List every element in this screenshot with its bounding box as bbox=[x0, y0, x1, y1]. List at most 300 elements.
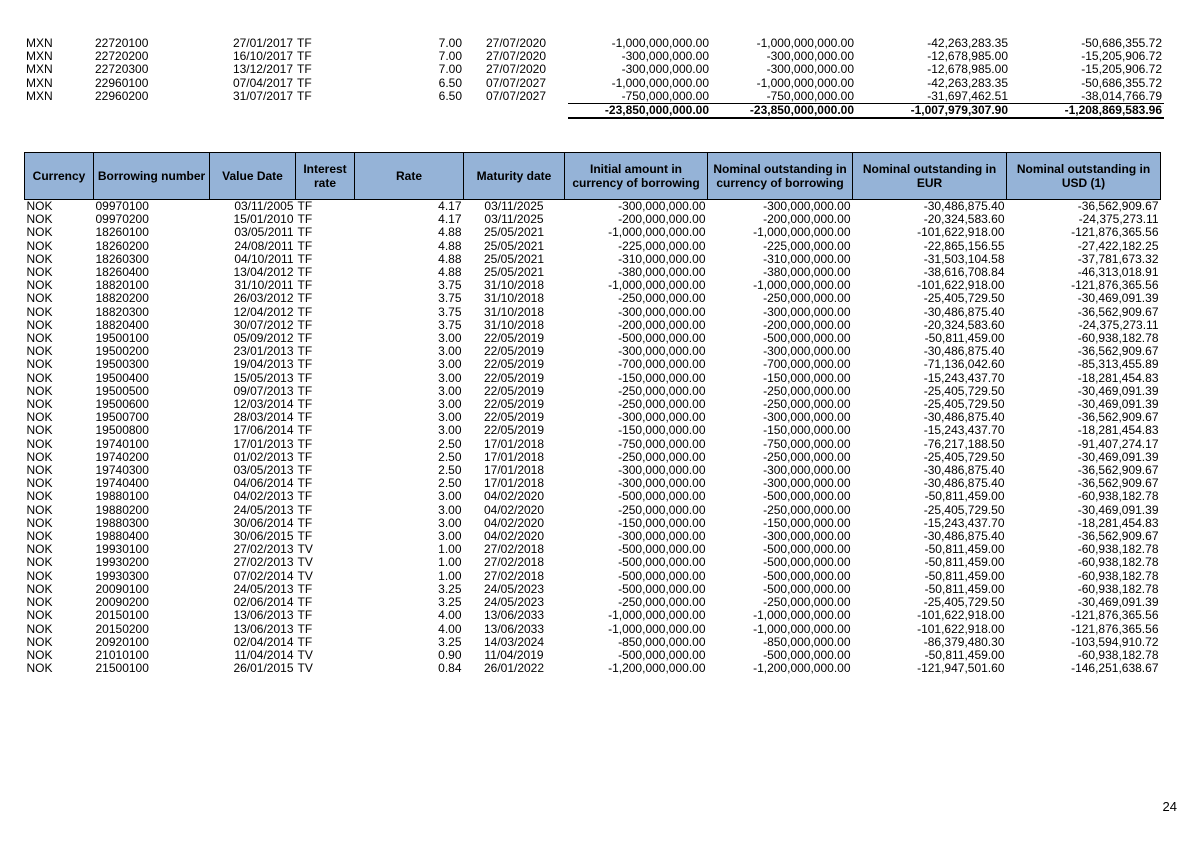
value-date-cell: 05/09/2012 bbox=[233, 332, 294, 346]
nominal-usd-cell: -60,938,182.78 bbox=[1077, 490, 1159, 504]
table-row bbox=[25, 464, 1161, 477]
nominal-usd-cell: -60,938,182.78 bbox=[1077, 582, 1159, 596]
nominal-usd-cell: -30,469,091.39 bbox=[1077, 450, 1159, 464]
table-row bbox=[25, 477, 1161, 490]
rate-cell: 4.00 bbox=[438, 622, 462, 636]
nominal-eur-cell: -86,379,480.30 bbox=[923, 635, 1005, 649]
rate-cell: 3.00 bbox=[438, 411, 462, 425]
nominal-eur-cell: -20,324,583.60 bbox=[923, 318, 1005, 332]
nominal-eur-cell: -30,486,875.40 bbox=[923, 411, 1005, 425]
table-row bbox=[25, 372, 1161, 385]
initial-amount-cell: -1,000,000,000.00 bbox=[611, 76, 709, 90]
nominal-usd-cell: -36,562,909.67 bbox=[1077, 477, 1159, 491]
maturity-date-cell: 03/11/2025 bbox=[484, 199, 544, 213]
interest-rate-type-cell: TF bbox=[297, 398, 313, 412]
nominal-outstanding-cell: -1,000,000,000.00 bbox=[756, 76, 854, 90]
currency-cell: NOK bbox=[26, 582, 53, 596]
currency-cell: NOK bbox=[26, 490, 53, 504]
value-date-cell: 24/05/2013 bbox=[233, 582, 294, 596]
rate-cell: 7.00 bbox=[438, 50, 462, 64]
rate-cell: 2.50 bbox=[438, 464, 462, 478]
empty-cell bbox=[319, 104, 464, 119]
currency-cell: NOK bbox=[26, 437, 53, 451]
maturity-date-cell: 14/03/2024 bbox=[483, 635, 545, 649]
total-eur-cell: -1,007,979,307.90 bbox=[856, 104, 1010, 119]
value-date-cell: 15/01/2010 bbox=[233, 213, 294, 227]
interest-rate-type-cell: TF bbox=[297, 318, 313, 332]
value-date-cell: 26/03/2012 bbox=[233, 292, 294, 306]
value-date-cell: 16/10/2017 bbox=[232, 50, 293, 64]
interest-rate-type-cell: TF bbox=[297, 252, 313, 266]
currency-cell: NOK bbox=[26, 292, 53, 306]
interest-rate-type-cell: TF bbox=[297, 199, 313, 213]
rate-cell: 3.00 bbox=[438, 516, 462, 530]
borrowing-number-cell: 19500300 bbox=[95, 358, 149, 372]
rate-cell: 0.84 bbox=[438, 662, 462, 676]
interest-rate-type-cell: TF bbox=[297, 76, 312, 90]
rate-cell: 4.88 bbox=[438, 226, 462, 240]
nominal-usd-cell: -37,781,673.32 bbox=[1077, 252, 1159, 266]
rate-cell: 7.00 bbox=[438, 63, 462, 77]
nominal-eur-cell: -30,486,875.40 bbox=[923, 345, 1005, 359]
maturity-date-cell: 04/02/2020 bbox=[483, 530, 545, 544]
value-date-cell: 31/07/2017 bbox=[232, 89, 293, 104]
nominal-outstanding-cell: -300,000,000.00 bbox=[763, 530, 851, 544]
nok-borrowings-table bbox=[24, 152, 1161, 675]
nominal-outstanding-cell: -300,000,000.00 bbox=[766, 63, 854, 77]
nominal-eur-cell: -38,616,708.84 bbox=[923, 266, 1005, 280]
borrowing-number-cell: 21500100 bbox=[95, 662, 149, 676]
currency-cell: NOK bbox=[26, 530, 53, 544]
table-row bbox=[24, 90, 1164, 104]
nominal-eur-cell: -25,405,729.50 bbox=[923, 450, 1005, 464]
interest-rate-type-cell: TF bbox=[297, 226, 313, 240]
currency-cell: NOK bbox=[26, 318, 53, 332]
currency-cell: MXN bbox=[26, 37, 53, 50]
page-number: 24 bbox=[1162, 799, 1177, 814]
borrowing-number-cell: 18820400 bbox=[95, 318, 149, 332]
nominal-usd-cell: -60,938,182.78 bbox=[1077, 556, 1159, 570]
nominal-outstanding-cell: -150,000,000.00 bbox=[763, 516, 851, 530]
borrowing-number-cell: 19500800 bbox=[95, 424, 149, 438]
table-row bbox=[25, 345, 1161, 358]
nominal-outstanding-cell: -750,000,000.00 bbox=[766, 89, 854, 103]
currency-cell: NOK bbox=[26, 252, 53, 266]
maturity-date-cell: 27/02/2018 bbox=[483, 569, 545, 583]
nominal-eur-cell: -22,865,156.55 bbox=[923, 239, 1005, 253]
nominal-usd-cell: -50,686,355.72 bbox=[1081, 37, 1162, 50]
rate-cell: 3.00 bbox=[438, 371, 462, 385]
initial-amount-cell: -500,000,000.00 bbox=[618, 556, 706, 570]
nominal-eur-cell: -50,811,459.00 bbox=[924, 543, 1005, 557]
initial-amount-cell: -300,000,000.00 bbox=[618, 411, 706, 425]
nominal-eur-cell: -42,263,283.35 bbox=[927, 76, 1008, 90]
interest-rate-type-cell: TF bbox=[297, 635, 313, 649]
initial-amount-cell: -250,000,000.00 bbox=[618, 596, 706, 610]
nominal-usd-cell: -15,205,906.72 bbox=[1081, 63, 1162, 77]
borrowing-number-cell: 18260100 bbox=[95, 226, 149, 240]
initial-amount-cell: -310,000,000.00 bbox=[618, 252, 706, 266]
nominal-outstanding-cell: -310,000,000.00 bbox=[763, 252, 851, 266]
table-row bbox=[25, 332, 1161, 345]
nominal-usd-cell: -60,938,182.78 bbox=[1077, 648, 1159, 662]
nominal-outstanding-cell: -1,000,000,000.00 bbox=[753, 622, 851, 636]
nominal-outstanding-cell: -200,000,000.00 bbox=[763, 318, 851, 332]
nominal-usd-cell: -103,594,910.72 bbox=[1071, 635, 1159, 649]
maturity-date-cell: 13/06/2033 bbox=[483, 622, 545, 636]
rate-cell: 1.00 bbox=[438, 543, 462, 557]
currency-cell: MXN bbox=[26, 89, 53, 104]
table-header-row bbox=[25, 153, 1161, 200]
borrowing-number-cell: 19500100 bbox=[95, 332, 149, 346]
interest-rate-type-cell: TF bbox=[297, 530, 313, 544]
currency-cell: NOK bbox=[26, 516, 53, 530]
borrowing-number-cell: 19740100 bbox=[95, 437, 149, 451]
rate-cell: 3.00 bbox=[438, 384, 462, 398]
nominal-outstanding-cell: -250,000,000.00 bbox=[763, 503, 851, 517]
rate-cell: 3.00 bbox=[438, 503, 462, 517]
nominal-outstanding-cell: -300,000,000.00 bbox=[763, 477, 851, 491]
initial-amount-cell: -750,000,000.00 bbox=[621, 89, 709, 103]
currency-cell: NOK bbox=[26, 622, 53, 636]
maturity-date-cell: 25/05/2021 bbox=[483, 266, 545, 280]
nominal-eur-cell: -25,405,729.50 bbox=[923, 596, 1005, 610]
nominal-outstanding-cell: -250,000,000.00 bbox=[763, 450, 851, 464]
maturity-date-cell: 07/07/2027 bbox=[485, 89, 547, 104]
nominal-usd-cell: -30,469,091.39 bbox=[1077, 503, 1159, 517]
value-date-cell: 26/01/2015 bbox=[233, 662, 294, 676]
table-row bbox=[25, 451, 1161, 464]
interest-rate-type-cell: TF bbox=[297, 50, 312, 64]
table-row bbox=[25, 609, 1161, 622]
maturity-date-cell: 17/01/2018 bbox=[483, 437, 545, 451]
table-row bbox=[25, 438, 1161, 451]
maturity-date-cell: 27/02/2018 bbox=[483, 556, 545, 570]
nominal-eur-cell: -30,486,875.40 bbox=[923, 530, 1005, 544]
header-nominal-outstanding-eur: Nominal outstanding in EUR bbox=[853, 153, 1007, 200]
currency-cell: NOK bbox=[26, 384, 53, 398]
currency-cell: NOK bbox=[26, 411, 53, 425]
borrowing-number-cell: 20920100 bbox=[95, 635, 149, 649]
table-row bbox=[25, 583, 1161, 596]
borrowing-number-cell: 22960100 bbox=[95, 76, 149, 90]
nominal-usd-cell: -18,281,454.83 bbox=[1077, 424, 1159, 438]
value-date-cell: 04/02/2013 bbox=[233, 490, 294, 504]
initial-amount-cell: -300,000,000.00 bbox=[618, 530, 706, 544]
interest-rate-type-cell: TF bbox=[297, 477, 313, 491]
borrowing-number-cell: 19880100 bbox=[95, 490, 149, 504]
nominal-eur-cell: -101,622,918.00 bbox=[917, 279, 1005, 293]
currency-cell: NOK bbox=[26, 569, 53, 583]
total-usd-cell: -1,208,869,583.96 bbox=[1010, 104, 1164, 119]
empty-cell bbox=[224, 104, 295, 119]
table-row bbox=[25, 424, 1161, 437]
value-date-cell: 15/05/2013 bbox=[233, 371, 294, 385]
maturity-date-cell: 11/04/2019 bbox=[484, 648, 544, 662]
maturity-date-cell: 04/02/2020 bbox=[483, 490, 545, 504]
initial-amount-cell: -850,000,000.00 bbox=[618, 635, 706, 649]
borrowing-number-cell: 20090100 bbox=[95, 582, 149, 596]
interest-rate-type-cell: TF bbox=[297, 622, 313, 636]
initial-amount-cell: -500,000,000.00 bbox=[618, 332, 706, 346]
borrowing-number-cell: 19500200 bbox=[95, 345, 149, 359]
currency-cell: NOK bbox=[26, 543, 53, 557]
table-row bbox=[25, 530, 1161, 543]
maturity-date-cell: 22/05/2019 bbox=[483, 358, 545, 372]
initial-amount-cell: -300,000,000.00 bbox=[621, 63, 709, 77]
value-date-cell: 07/02/2014 bbox=[233, 569, 294, 583]
nominal-eur-cell: -71,136,042.60 bbox=[923, 358, 1005, 372]
nominal-usd-cell: -60,938,182.78 bbox=[1077, 569, 1159, 583]
nominal-outstanding-cell: -1,000,000,000.00 bbox=[756, 37, 854, 50]
borrowing-number-cell: 19740300 bbox=[95, 464, 149, 478]
nominal-eur-cell: -15,243,437.70 bbox=[923, 516, 1005, 530]
table-row bbox=[25, 570, 1161, 583]
currency-cell: NOK bbox=[26, 213, 53, 227]
interest-rate-type-cell: TV bbox=[297, 556, 313, 570]
value-date-cell: 13/06/2013 bbox=[233, 622, 294, 636]
maturity-date-cell: 22/05/2019 bbox=[483, 384, 545, 398]
nominal-eur-cell: -50,811,459.00 bbox=[924, 556, 1005, 570]
table-row bbox=[25, 385, 1161, 398]
total-nominal-cell: -23,850,000,000.00 bbox=[711, 104, 856, 119]
currency-cell: NOK bbox=[26, 635, 53, 649]
table-row bbox=[24, 63, 1164, 76]
currency-cell: NOK bbox=[26, 332, 53, 346]
value-date-cell: 12/03/2014 bbox=[233, 398, 294, 412]
table-row bbox=[25, 662, 1161, 675]
nominal-usd-cell: -30,469,091.39 bbox=[1077, 292, 1159, 306]
nominal-usd-cell: -121,876,365.56 bbox=[1071, 622, 1159, 636]
currency-cell: NOK bbox=[26, 556, 53, 570]
interest-rate-type-cell: TV bbox=[297, 569, 313, 583]
table-row bbox=[25, 623, 1161, 636]
initial-amount-cell: -1,000,000,000.00 bbox=[608, 609, 706, 623]
value-date-cell: 17/06/2014 bbox=[233, 424, 294, 438]
borrowing-number-cell: 18260400 bbox=[95, 266, 149, 280]
initial-amount-cell: -300,000,000.00 bbox=[621, 50, 709, 64]
initial-amount-cell: -1,000,000,000.00 bbox=[608, 279, 706, 293]
nominal-eur-cell: -101,622,918.00 bbox=[917, 226, 1005, 240]
maturity-date-cell: 13/06/2033 bbox=[483, 609, 545, 623]
currency-cell: NOK bbox=[26, 503, 53, 517]
nominal-usd-cell: -15,205,906.72 bbox=[1081, 50, 1162, 64]
rate-cell: 4.88 bbox=[438, 266, 462, 280]
nominal-eur-cell: -50,811,459.00 bbox=[924, 569, 1005, 583]
rate-cell: 2.50 bbox=[438, 450, 462, 464]
maturity-date-cell: 17/01/2018 bbox=[483, 464, 545, 478]
initial-amount-cell: -300,000,000.00 bbox=[618, 464, 706, 478]
nominal-outstanding-cell: -200,000,000.00 bbox=[763, 213, 851, 227]
borrowing-number-cell: 18260200 bbox=[95, 239, 149, 253]
nominal-eur-cell: -12,678,985.00 bbox=[927, 50, 1008, 64]
value-date-cell: 03/05/2013 bbox=[233, 464, 294, 478]
borrowing-number-cell: 18820200 bbox=[95, 292, 149, 306]
table-row bbox=[25, 543, 1161, 556]
currency-cell: NOK bbox=[26, 662, 53, 676]
borrowing-number-cell: 22720300 bbox=[95, 63, 149, 77]
rate-cell: 4.00 bbox=[438, 609, 462, 623]
value-date-cell: 27/02/2013 bbox=[233, 543, 294, 557]
initial-amount-cell: -500,000,000.00 bbox=[618, 648, 706, 662]
borrowing-number-cell: 19930200 bbox=[95, 556, 149, 570]
header-interest-rate: Interest rate bbox=[296, 153, 355, 200]
maturity-date-cell: 03/11/2025 bbox=[484, 213, 544, 227]
nominal-eur-cell: -25,405,729.50 bbox=[923, 503, 1005, 517]
rate-cell: 0.90 bbox=[438, 648, 462, 662]
initial-amount-cell: -200,000,000.00 bbox=[618, 213, 706, 227]
borrowing-number-cell: 19880300 bbox=[95, 516, 149, 530]
currency-cell: MXN bbox=[26, 50, 53, 64]
maturity-date-cell: 27/07/2020 bbox=[485, 63, 547, 77]
nominal-eur-cell: -25,405,729.50 bbox=[923, 398, 1005, 412]
nominal-usd-cell: -36,562,909.67 bbox=[1077, 305, 1159, 319]
interest-rate-type-cell: TF bbox=[297, 279, 313, 293]
initial-amount-cell: -750,000,000.00 bbox=[618, 437, 706, 451]
interest-rate-type-cell: TF bbox=[297, 450, 313, 464]
header-borrowing-number: Borrowing number bbox=[94, 153, 210, 200]
currency-cell: NOK bbox=[26, 358, 53, 372]
value-date-cell: 12/04/2012 bbox=[233, 305, 294, 319]
value-date-cell: 19/04/2013 bbox=[233, 358, 294, 372]
nominal-usd-cell: -121,876,365.56 bbox=[1071, 609, 1159, 623]
rate-cell: 1.00 bbox=[438, 556, 462, 570]
interest-rate-type-cell: TF bbox=[297, 292, 313, 306]
value-date-cell: 03/11/2005 bbox=[234, 199, 294, 213]
nominal-eur-cell: -12,678,985.00 bbox=[927, 63, 1008, 77]
nominal-eur-cell: -20,324,583.60 bbox=[923, 213, 1005, 227]
borrowing-number-cell: 22720200 bbox=[95, 50, 149, 64]
nominal-eur-cell: -30,486,875.40 bbox=[923, 464, 1005, 478]
nominal-usd-cell: -91,407,274.17 bbox=[1077, 437, 1159, 451]
rate-cell: 3.00 bbox=[438, 332, 462, 346]
nominal-outstanding-cell: -1,000,000,000.00 bbox=[753, 226, 851, 240]
initial-amount-cell: -700,000,000.00 bbox=[618, 358, 706, 372]
nominal-outstanding-cell: -300,000,000.00 bbox=[766, 50, 854, 64]
nominal-outstanding-cell: -500,000,000.00 bbox=[763, 582, 851, 596]
nominal-outstanding-cell: -250,000,000.00 bbox=[763, 398, 851, 412]
maturity-date-cell: 22/05/2019 bbox=[483, 398, 545, 412]
currency-cell: NOK bbox=[26, 609, 53, 623]
value-date-cell: 30/07/2012 bbox=[233, 318, 294, 332]
nominal-outstanding-cell: -500,000,000.00 bbox=[763, 543, 851, 557]
maturity-date-cell: 22/05/2019 bbox=[483, 424, 545, 438]
value-date-cell: 03/05/2011 bbox=[234, 226, 294, 240]
rate-cell: 3.25 bbox=[438, 582, 462, 596]
nominal-outstanding-cell: -150,000,000.00 bbox=[763, 424, 851, 438]
borrowing-number-cell: 19740400 bbox=[95, 477, 149, 491]
initial-amount-cell: -500,000,000.00 bbox=[618, 543, 706, 557]
nominal-usd-cell: -18,281,454.83 bbox=[1077, 371, 1159, 385]
nominal-eur-cell: -15,243,437.70 bbox=[923, 424, 1005, 438]
nominal-outstanding-cell: -1,200,000,000.00 bbox=[753, 662, 851, 676]
nominal-eur-cell: -30,486,875.40 bbox=[923, 199, 1005, 213]
total-initial-cell: -23,850,000,000.00 bbox=[568, 104, 711, 119]
nominal-eur-cell: -121,947,501.60 bbox=[917, 662, 1005, 676]
borrowing-number-cell: 20090200 bbox=[95, 596, 149, 610]
nominal-eur-cell: -30,486,875.40 bbox=[923, 305, 1005, 319]
nominal-outstanding-cell: -225,000,000.00 bbox=[763, 239, 851, 253]
maturity-date-cell: 31/10/2018 bbox=[483, 318, 545, 332]
nominal-eur-cell: -50,811,459.00 bbox=[924, 490, 1005, 504]
header-rate: Rate bbox=[355, 153, 464, 200]
table-row bbox=[25, 266, 1161, 279]
currency-cell: NOK bbox=[26, 596, 53, 610]
nominal-eur-cell: -31,697,462.51 bbox=[927, 89, 1008, 103]
value-date-cell: 27/01/2017 bbox=[232, 37, 293, 50]
maturity-date-cell: 22/05/2019 bbox=[483, 371, 545, 385]
nominal-usd-cell: -146,251,638.67 bbox=[1071, 662, 1159, 676]
nominal-usd-cell: -85,313,455.89 bbox=[1077, 358, 1159, 372]
borrowing-number-cell: 19500600 bbox=[95, 398, 149, 412]
nominal-eur-cell: -25,405,729.50 bbox=[923, 384, 1005, 398]
value-date-cell: 27/02/2013 bbox=[233, 556, 294, 570]
borrowing-number-cell: 20150200 bbox=[95, 622, 149, 636]
nominal-outstanding-cell: -500,000,000.00 bbox=[763, 556, 851, 570]
nominal-outstanding-cell: -250,000,000.00 bbox=[763, 292, 851, 306]
interest-rate-type-cell: TF bbox=[297, 345, 313, 359]
empty-cell bbox=[464, 104, 568, 119]
table-row bbox=[25, 279, 1161, 292]
nominal-outstanding-cell: -300,000,000.00 bbox=[763, 199, 851, 213]
nominal-eur-cell: -15,243,437.70 bbox=[923, 371, 1005, 385]
interest-rate-type-cell: TV bbox=[297, 543, 313, 557]
interest-rate-type-cell: TF bbox=[297, 503, 313, 517]
nominal-outstanding-cell: -250,000,000.00 bbox=[763, 596, 851, 610]
borrowing-number-cell: 20150100 bbox=[95, 609, 149, 623]
nominal-outstanding-cell: -250,000,000.00 bbox=[763, 384, 851, 398]
rate-cell: 3.00 bbox=[438, 530, 462, 544]
nominal-usd-cell: -60,938,182.78 bbox=[1077, 543, 1159, 557]
currency-cell: NOK bbox=[26, 450, 53, 464]
maturity-date-cell: 17/01/2018 bbox=[483, 450, 545, 464]
borrowing-number-cell: 09970100 bbox=[95, 199, 149, 213]
initial-amount-cell: -300,000,000.00 bbox=[618, 305, 706, 319]
nominal-usd-cell: -24,375,273.11 bbox=[1078, 213, 1159, 227]
initial-amount-cell: -1,200,000,000.00 bbox=[608, 662, 706, 676]
rate-cell: 3.00 bbox=[438, 398, 462, 412]
borrowing-number-cell: 19930300 bbox=[95, 569, 149, 583]
initial-amount-cell: -1,000,000,000.00 bbox=[608, 226, 706, 240]
currency-cell: NOK bbox=[26, 345, 53, 359]
borrowing-number-cell: 18260300 bbox=[95, 252, 149, 266]
interest-rate-type-cell: TF bbox=[297, 266, 313, 280]
borrowing-number-cell: 19880400 bbox=[95, 530, 149, 544]
initial-amount-cell: -250,000,000.00 bbox=[618, 450, 706, 464]
nominal-outstanding-cell: -500,000,000.00 bbox=[763, 569, 851, 583]
initial-amount-cell: -1,000,000,000.00 bbox=[611, 37, 709, 50]
value-date-cell: 04/10/2011 bbox=[234, 252, 294, 266]
borrowing-number-cell: 19500700 bbox=[95, 411, 149, 425]
nominal-outstanding-cell: -150,000,000.00 bbox=[763, 371, 851, 385]
initial-amount-cell: -150,000,000.00 bbox=[618, 371, 706, 385]
interest-rate-type-cell: TF bbox=[297, 437, 313, 451]
table-row bbox=[25, 306, 1161, 319]
table-row bbox=[25, 398, 1161, 411]
nominal-eur-cell: -50,811,459.00 bbox=[924, 582, 1005, 596]
maturity-date-cell: 24/05/2023 bbox=[483, 582, 545, 596]
borrowing-number-cell: 19500500 bbox=[95, 384, 149, 398]
maturity-date-cell: 31/10/2018 bbox=[483, 279, 545, 293]
nominal-outstanding-cell: -750,000,000.00 bbox=[763, 437, 851, 451]
maturity-date-cell: 27/07/2020 bbox=[485, 37, 547, 50]
nominal-eur-cell: -101,622,918.00 bbox=[917, 609, 1005, 623]
rate-cell: 2.50 bbox=[438, 477, 462, 491]
nominal-outstanding-cell: -300,000,000.00 bbox=[763, 305, 851, 319]
value-date-cell: 24/08/2011 bbox=[234, 239, 294, 253]
initial-amount-cell: -500,000,000.00 bbox=[618, 569, 706, 583]
nominal-eur-cell: -30,486,875.40 bbox=[923, 477, 1005, 491]
